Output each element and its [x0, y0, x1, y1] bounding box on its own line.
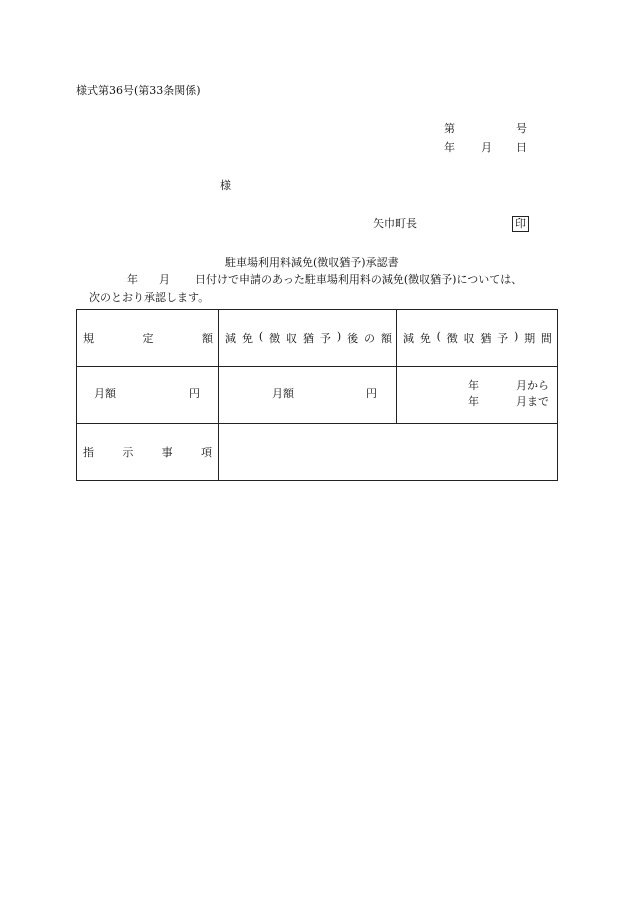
date-year-label: 年 — [444, 141, 455, 154]
reduced-amount-char: ) — [336, 330, 342, 343]
table-header-row — [77, 310, 558, 367]
header-period — [397, 310, 558, 367]
notes-char: 指 — [83, 446, 94, 459]
notes-label-cell — [77, 424, 219, 481]
reduced-amount-char: 額 — [380, 332, 392, 345]
reduced-amount-char: の — [364, 332, 376, 345]
period-char: 減 — [403, 332, 414, 345]
reduced-amount-char: 徴 — [269, 332, 281, 345]
body-line1: 日付けで申請のあった駐車場利用料の減免(徴収猶予)については、 — [195, 273, 523, 286]
reduced-amount-cell — [219, 367, 397, 424]
body-month-label: 月 — [159, 273, 170, 286]
approval-table — [76, 309, 558, 481]
period-char: 予 — [497, 332, 509, 345]
reduced-amount-char: 免 — [241, 332, 253, 345]
header-reduced-amount — [219, 310, 397, 367]
header-period-label — [397, 330, 557, 346]
period-char: 徴 — [446, 332, 458, 345]
period-cell — [397, 367, 558, 424]
reduced-amount-char: 予 — [319, 332, 331, 345]
reduced-monthly-label: 月額 — [272, 387, 294, 400]
period-char: ( — [436, 330, 441, 343]
date-day-label: 日 — [516, 141, 527, 154]
document-title: 駐車場利用料減免(徴収猶予)承認書 — [225, 256, 399, 269]
issuer-name: 矢巾町長 — [373, 217, 417, 230]
addressee-suffix: 様 — [220, 179, 231, 192]
doc-number-suffix: 号 — [516, 122, 527, 135]
table-notes-row — [77, 424, 558, 481]
period-char: 期 — [524, 332, 536, 345]
body-year-label: 年 — [127, 273, 138, 286]
header-reduced-amount-label — [219, 330, 396, 346]
header-prescribed-amount-label — [77, 330, 218, 346]
notes-label — [77, 444, 218, 460]
reduced-amount-char: 減 — [225, 332, 236, 345]
reduced-amount-char: 後 — [347, 332, 359, 345]
period-char: 免 — [419, 332, 431, 345]
period-char: ) — [513, 330, 519, 343]
prescribed-yen-label: 円 — [189, 387, 200, 400]
notes-char: 事 — [161, 446, 173, 459]
prescribed-monthly-label: 月額 — [94, 387, 116, 400]
body-line2: 次のとおり承認します。 — [89, 291, 210, 304]
period-char: 猶 — [480, 332, 492, 345]
table-value-row — [77, 367, 558, 424]
reduced-yen-label: 円 — [366, 387, 377, 400]
reduced-amount-char: ( — [258, 330, 264, 343]
notes-char: 示 — [122, 446, 134, 459]
period-char: 間 — [540, 332, 552, 345]
prescribed-amount-char: 額 — [202, 332, 213, 345]
seal-mark — [512, 216, 529, 232]
prescribed-amount-cell — [77, 367, 219, 424]
doc-number-prefix: 第 — [444, 122, 455, 135]
notes-char: 項 — [200, 446, 212, 459]
prescribed-amount-char: 規 — [83, 332, 94, 345]
period-from-label: 月から — [516, 379, 549, 392]
date-month-label: 月 — [481, 141, 492, 154]
period-char: 収 — [463, 332, 475, 345]
seal-text: 印 — [512, 216, 529, 232]
period-from-year-label: 年 — [468, 379, 479, 392]
prescribed-amount-char: 定 — [142, 332, 154, 345]
period-to-year-label: 年 — [468, 395, 479, 408]
reduced-amount-char: 収 — [286, 332, 298, 345]
period-to-label: 月まで — [516, 395, 549, 408]
form-number: 様式第36号(第33条関係) — [76, 84, 201, 97]
reduced-amount-char: 猶 — [302, 332, 314, 345]
header-prescribed-amount — [77, 310, 219, 367]
notes-value-cell — [219, 424, 558, 481]
